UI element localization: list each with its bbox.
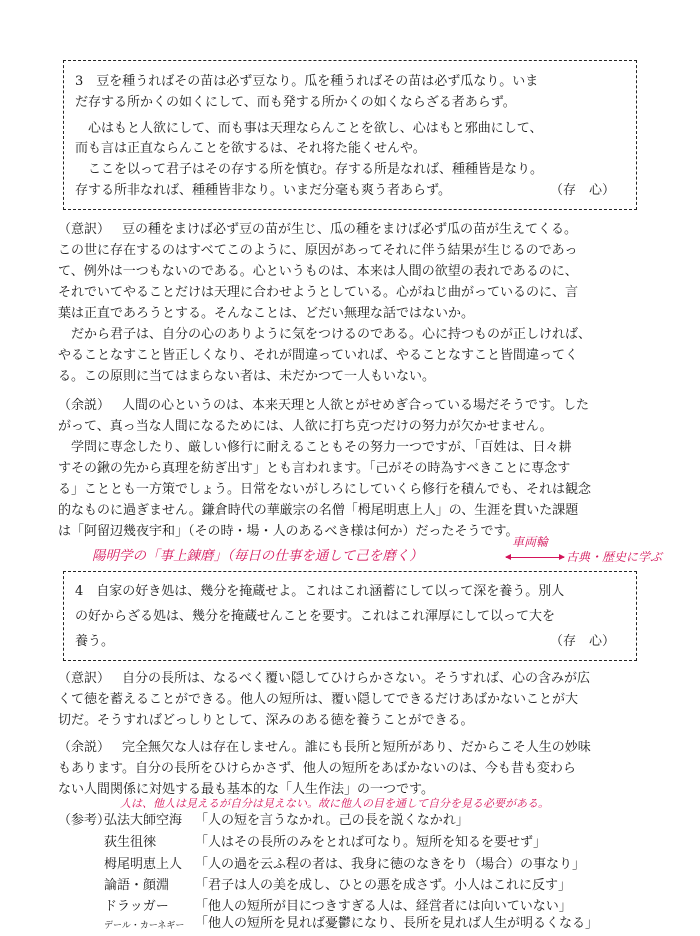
section4-yaku-label: （意訳） bbox=[58, 671, 111, 686]
section4-yosetsu-line-1: 完全無欠な人は存在しません。誰にも長所と短所があり、だからこそ人生の妙味 bbox=[122, 740, 591, 755]
section3-source: （存 心） bbox=[550, 183, 616, 198]
section4-source: （存 心） bbox=[550, 634, 616, 649]
section4-yaku-line-3: 切だ。そうすればどっしりとして、深みのある徳を養うことができる。 bbox=[58, 713, 474, 728]
reference-person-6: デール・カーネギー bbox=[104, 921, 185, 931]
section3-line-5: ここを以って君子はその存する所を慎む。存する所是なれば、種種皆是なり。 bbox=[75, 162, 544, 177]
handwritten-note-koten: 古典・歴史に学ぶ bbox=[566, 550, 663, 564]
section3-yaku-line-8: る。この原則に当てはまらない者は、未だかつて一人もいない。 bbox=[58, 369, 436, 384]
section3-yosetsu-line-7: は「阿留辺幾夜宇和」（その時・場・人のあるべき様は何か）だったそうです。 bbox=[58, 524, 519, 539]
section4-line-3: 養う。 bbox=[75, 634, 115, 649]
section3-yosetsu-line-6: 的なものに過ぎません。鎌倉時代の華厳宗の名僧「栂尾明恵上人」の、生涯を貫いた課題 bbox=[58, 503, 579, 518]
section3-yaku-line-5: 葉は正直であろうとする。そんなことは、どだい無理な話ではないか。 bbox=[58, 306, 475, 321]
handwritten-double-arrow-icon bbox=[506, 557, 564, 558]
reference-person-3: 栂尾明恵上人 bbox=[104, 857, 183, 872]
section3-yosetsu-line-1: 人間の心というのは、本来天理と人欲とがせめぎ合っている場だそうです。した bbox=[122, 398, 589, 413]
section3-yaku-line-2: この世に存在するのはすべてこのように、原因があってそれに伴う結果が生じるのであっ bbox=[58, 243, 578, 258]
reference-label: （参考） bbox=[58, 813, 111, 828]
reference-quote-1: 「人の短を言うなかれ。己の長を説くなかれ」 bbox=[195, 813, 469, 828]
section4-yosetsu-label: （余説） bbox=[58, 740, 111, 755]
section3-yaku-label: （意訳） bbox=[58, 222, 111, 237]
section3-yosetsu-line-3: 学問に専念したり、厳しい修行に耐えることもその努力一つですが、「百姓は、日々耕 bbox=[58, 440, 572, 455]
section3-yaku-line-4: それでいてやることだけは天理に合わせようとしている。心がねじ曲がっているのに、言 bbox=[58, 285, 579, 300]
section3-yosetsu-line-4: すその鍬の先から真理を紡ぎ出す」とも言われます。「己がその時為すべきことに専念す bbox=[58, 461, 571, 476]
section3-line-3: 心はもと人欲にして、而も事は天理ならんことを欲し、心はもと邪曲にして、 bbox=[75, 121, 543, 136]
section3-yaku-line-3: て、例外は一つもないのである。心というものは、本来は人間の欲望の表れであるのに、 bbox=[58, 264, 578, 279]
section4-yaku-line-1: 自分の長所は、なるべく覆い隠してひけらかさない。そうすれば、心の含みが広 bbox=[122, 671, 591, 686]
section3-yosetsu-label: （余説） bbox=[58, 398, 111, 413]
handwritten-note-others: 人は、他人は見えるが自分は見えない。故に他人の目を通して自分を見る必要がある。 bbox=[120, 797, 549, 810]
section3-yosetsu-line-2: がって、真っ当な人間になるためには、人欲に打ち克つだけの努力が欠かせません。 bbox=[58, 419, 553, 434]
reference-person-1: 弘法大師空海 bbox=[104, 813, 183, 828]
reference-quote-5: 「他人の短所が目につきすぎる人は、経営者には向いていない」 bbox=[195, 899, 572, 914]
handwritten-note-over: 車両輪 bbox=[512, 535, 549, 549]
section4-yosetsu-line-2: もあります。自分の長所をひけらかさず、他人の短所をあばかないのは、今も昔も変わら bbox=[58, 761, 576, 776]
reference-quote-4: 「君子は人の美を成し、ひとの悪を成さず。小人はこれに反す」 bbox=[195, 878, 571, 893]
handwritten-note-jijorenma: 陽明学の「事上錬磨」（毎日の仕事を通して己を磨く） bbox=[92, 548, 423, 564]
reference-person-4: 論語・顔淵 bbox=[104, 878, 170, 893]
reference-quote-3: 「人の過を云ふ程の者は、我身に徳のなきをり（場合）の事なり」 bbox=[195, 857, 586, 872]
reference-person-2: 荻生徂徠 bbox=[104, 835, 157, 850]
section3-line-2: だ存する所かくの如くにして、而も発する所かくの如くならざる者あらず。 bbox=[75, 95, 516, 110]
section4-yaku-line-2: くて徳を蓄えることができる。他人の短所は、覆い隠してできるだけあばかないことが大 bbox=[58, 692, 579, 707]
section3-yosetsu-line-5: る」こととも一方策でしょう。日常をないがしろにしていくら修行を積んでも、それは観念 bbox=[58, 482, 592, 497]
section4-line-1: 4 自家の好き処は、幾分を掩蔵せよ。これはこれ涵蓄にして以って深を養う。別人 bbox=[75, 584, 565, 599]
section3-yaku-line-6: だから君子は、自分の心のありように気をつけるのである。心に持つものが正しければ、 bbox=[58, 327, 592, 342]
reference-quote-6: 「他人の短所を見れば憂鬱になり、長所を見れば人生が明るくなる」 bbox=[195, 916, 599, 931]
section3-yaku-line-1: 豆の種をまけば必ず豆の苗が生じ、瓜の種をまけば必ず瓜の苗が生えてくる。 bbox=[122, 222, 578, 237]
section4-yosetsu-line-3: ない人間関係に対処する最も基本的な「人生作法」の一つです。 bbox=[58, 782, 434, 797]
reference-person-5: ドラッガー bbox=[104, 899, 169, 914]
section3-line-6: 存する所非なれば、種種皆非なり。いまだ分毫も爽う者あらず。 bbox=[75, 183, 451, 198]
section3-yaku-line-7: やることなすこと皆正しくなり、それが間違っていれば、やることなすこと皆間違ってく bbox=[58, 348, 579, 363]
section4-line-2: の好からざる処は、幾分を掩蔵せんことを要す。これはこれ渾厚にして以って大を bbox=[75, 609, 555, 624]
reference-quote-2: 「人はその長所のみをとれば可なり。短所を知るを要せず」 bbox=[195, 835, 547, 850]
section3-line-1: 3 豆を種うればその苗は必ず豆なり。瓜を種うればその苗は必ず瓜なり。いま bbox=[75, 74, 539, 89]
section3-line-4: 而も言は正直ならんことを欲するは、それ将た能くせんや。 bbox=[75, 141, 426, 156]
